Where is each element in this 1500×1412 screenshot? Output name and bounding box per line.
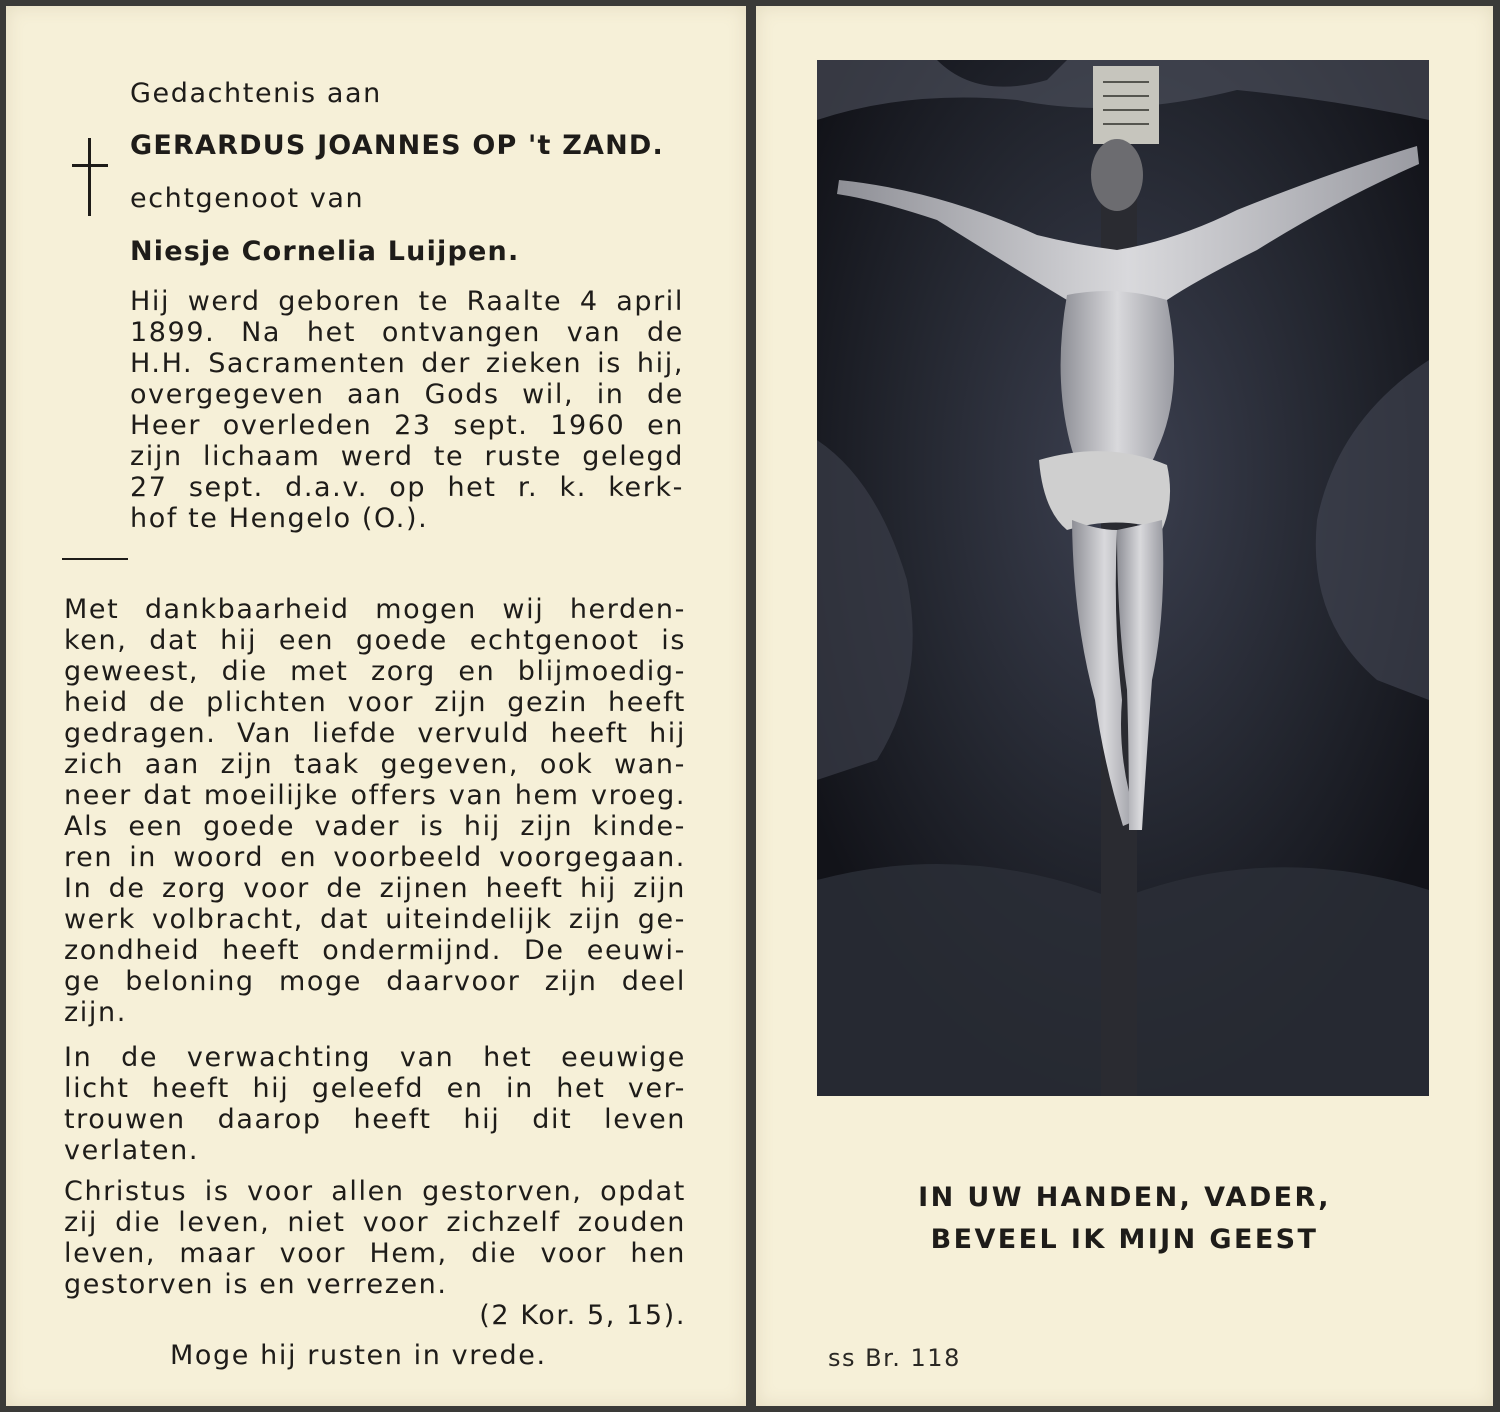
text-line: Als een goede vader is hij zijn kinde- (64, 811, 686, 842)
closing-prayer: Moge hij rusten in vrede. (170, 1340, 547, 1371)
gratitude-paragraph (64, 594, 686, 1028)
crucifixion-illustration (817, 60, 1429, 1096)
expectation-paragraph (64, 1042, 686, 1166)
text-line: ren in woord en voorbeeld voorgegaan. (64, 842, 686, 873)
bio-line: Heer overleden 23 sept. 1960 en (130, 410, 684, 441)
bio-line: overgegeven aan Gods wil, in de (130, 379, 684, 410)
spouse-name: Niesje Cornelia Luijpen. (130, 236, 520, 267)
text-line: licht heeft hij geleefd en in het ver- (64, 1073, 686, 1104)
text-line: zich aan zijn taak gegeven, ook wan- (64, 749, 686, 780)
caption-line-2: BEVEEL IK MIJN GEEST (930, 1224, 1319, 1255)
text-line: werk volbracht, dat uiteindelijk zijn ge- (64, 904, 686, 935)
memorial-card-text-side (6, 6, 746, 1406)
bio-line: H.H. Sacramenten der zieken is hij, (130, 348, 684, 379)
print-code: ss Br. 118 (828, 1344, 961, 1372)
intro-text: Gedachtenis aan (130, 78, 382, 109)
text-line: verlaten. (64, 1135, 200, 1166)
text-line: zondheid heeft ondermijnd. De eeuwi- (64, 935, 686, 966)
text-line: gedragen. Van liefde vervuld heeft hij (64, 718, 686, 749)
text-line: geweest, die met zorg en blijmoedig- (64, 656, 686, 687)
text-line: heid de plichten voor zijn gezin heeft (64, 687, 686, 718)
cross-icon (72, 138, 108, 216)
text-line: Christus is voor allen gestorven, opdat (64, 1176, 686, 1207)
scripture-paragraph (64, 1176, 686, 1300)
bio-line: Hij werd geboren te Raalte 4 april (130, 286, 684, 317)
deceased-name: GERARDUS JOANNES OP 't ZAND. (130, 130, 664, 161)
text-line: neer dat moeilijke offers van hem vroeg. (64, 780, 686, 811)
text-line: leven, maar voor Hem, die voor hen (64, 1238, 686, 1269)
memorial-card-image-side (756, 6, 1493, 1406)
divider (62, 558, 128, 560)
text-line: In de zorg voor de zijnen heeft hij zijn (64, 873, 686, 904)
text-line: zij die leven, niet voor zichzelf zouden (64, 1207, 686, 1238)
spouse-intro: echtgenoot van (130, 183, 365, 214)
text-line: Met dankbaarheid mogen wij herden- (64, 594, 686, 625)
text-line: zijn. (64, 997, 127, 1028)
scripture-citation: (2 Kor. 5, 15). (479, 1300, 686, 1331)
bio-line: 27 sept. d.a.v. op het r. k. kerk- (130, 472, 684, 503)
bio-line: 1899. Na het ontvangen van de (130, 317, 684, 348)
crucifixion-painting (817, 60, 1429, 1096)
text-line: ken, dat hij een goede echtgenoot is (64, 625, 686, 656)
text-line: In de verwachting van het eeuwige (64, 1042, 686, 1073)
text-line: ge beloning moge daarvoor zijn deel (64, 966, 686, 997)
bio-line: zijn lichaam werd te ruste gelegd (130, 441, 684, 472)
text-line: gestorven is en verrezen. (64, 1269, 448, 1300)
biography (130, 286, 684, 534)
text-line: trouwen daarop heeft hij dit leven (64, 1104, 686, 1135)
caption-line-1: IN UW HANDEN, VADER, (918, 1182, 1331, 1213)
bio-line: hof te Hengelo (O.). (130, 503, 429, 534)
